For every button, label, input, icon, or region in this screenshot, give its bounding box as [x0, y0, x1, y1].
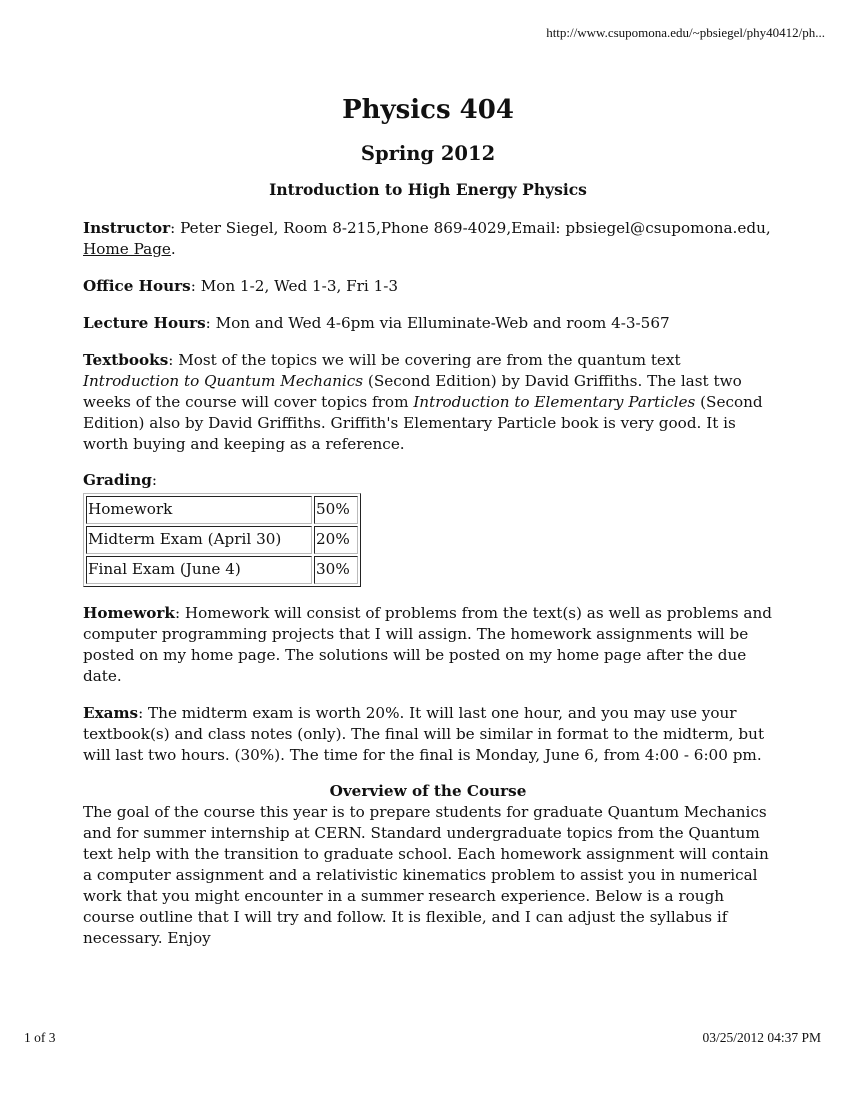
- lecture-hours-paragraph: [83, 313, 773, 334]
- grading-label: Grading: [83, 471, 152, 489]
- textbooks-text-1: : Most of the topics we will be covering are from the quantum text: [168, 351, 681, 369]
- syllabus-content: [83, 92, 773, 949]
- grading-item: Homework: [86, 496, 312, 524]
- grading-weight: 50%: [314, 496, 358, 524]
- instructor-after-link: .: [170, 240, 176, 258]
- instructor-label: Instructor: [83, 219, 171, 237]
- exams-label: Exams: [83, 704, 139, 722]
- course-subtitle: Introduction to High Energy Physics: [269, 180, 587, 199]
- table-row: [86, 526, 358, 554]
- homework-text: : Homework will consist of problems from the text(s) as well as problems and computer programming projects that I will assign. The homework assignments will be posted on my home page. The solutions will be posted on my home page after the due date.: [83, 604, 772, 685]
- textbooks-text-3: (Second Edition) also by David Griffiths. Griffith's Elementary Particle book is very good. It is worth buying and keeping as a reference.: [83, 393, 763, 453]
- lecture-hours-label: Lecture Hours: [83, 314, 206, 332]
- instructor-paragraph: [83, 218, 773, 260]
- exams-paragraph: [83, 703, 773, 766]
- course-title: Physics 404: [342, 95, 514, 125]
- home-page-link[interactable]: Home Page: [83, 240, 171, 258]
- textbooks-paragraph: [83, 350, 773, 455]
- page-number: 1 of 3: [24, 1030, 56, 1045]
- homework-label: Homework: [83, 604, 175, 622]
- lecture-hours-text: : Mon and Wed 4-6pm via Elluminate-Web and room 4-3-567: [205, 314, 670, 332]
- textbooks-label: Textbooks: [83, 351, 169, 369]
- page-url: http://www.csupomona.edu/~pbsiegel/phy40412/ph...: [546, 25, 825, 40]
- grading-weight: 20%: [314, 526, 358, 554]
- grading-weight: 30%: [314, 556, 358, 584]
- homework-paragraph: [83, 603, 773, 687]
- office-hours-text: : Mon 1-2, Wed 1-3, Fri 1-3: [190, 277, 399, 295]
- course-term: Spring 2012: [360, 142, 496, 165]
- overview-paragraph: The goal of the course this year is to prepare students for graduate Quantum Mechanics and for summer internship at CERN. Standard undergraduate topics from the Quantum text help with the transition to graduate school. Each homework assignment will contain a computer assignment and a relativistic kinematics problem to assist you in numerical work that you might encounter in a summer research experience. Below is a rough course outline that I will try and follow. It is flexible, and I can adjust the syllabus if necessary. Enjoy: [83, 803, 769, 947]
- textbook-title-1: Introduction to Quantum Mechanics: [83, 372, 364, 390]
- overview-heading: Overview of the Course: [329, 782, 527, 800]
- table-row: [86, 556, 358, 584]
- exams-text: : The midterm exam is worth 20%. It will last one hour, and you may use your textbook(s) and class notes (only). The final will be similar in format to the midterm, but will last two hours. (30%). The time for the final is Monday, June 6, from 4:00 - 6:00 pm.: [83, 704, 765, 764]
- print-timestamp: 03/25/2012 04:37 PM: [702, 1030, 821, 1045]
- grading-table: [83, 493, 361, 587]
- grading-heading: [83, 470, 773, 491]
- grading-colon: :: [151, 471, 157, 489]
- grading-item: Final Exam (June 4): [86, 556, 312, 584]
- grading-item: Midterm Exam (April 30): [86, 526, 312, 554]
- textbooks-text-2: (Second Edition) by David Griffiths. The last two weeks of the course will cover topics from: [83, 372, 742, 411]
- textbook-title-2: Introduction to Elementary Particles: [413, 393, 696, 411]
- table-row: [86, 496, 358, 524]
- instructor-text: : Peter Siegel, Room 8-215,Phone 869-4029,Email: pbsiegel@csupomona.edu,: [170, 219, 771, 237]
- office-hours-paragraph: [83, 276, 773, 297]
- office-hours-label: Office Hours: [83, 277, 191, 295]
